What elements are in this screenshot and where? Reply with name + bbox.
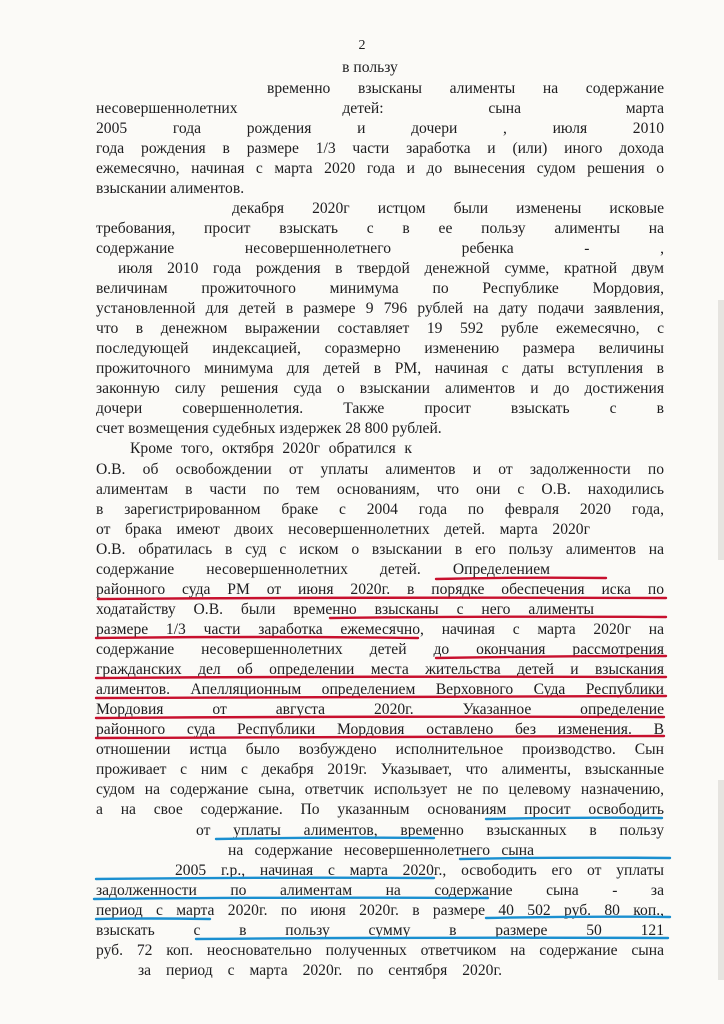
text-line: содержание несовершеннолетнего ребенка - , <box>96 240 664 257</box>
text-line: 2005 года рождения и дочери , июля 2010 <box>96 120 664 137</box>
text-line: в пользу <box>342 59 398 76</box>
text-line: требования, просит взыскать с в ее пользу алименты на <box>96 220 664 237</box>
text-line: отношении истца было возбуждено исполнительное производство. Сын <box>96 741 664 758</box>
text-line: алиментам в части по тем основаниям, что они с О.В. находились <box>96 481 664 498</box>
text-line: районного суда РМ от июня 2020г. в порядке обеспечения иска по <box>96 581 664 598</box>
text-line: содержание несовершеннолетних детей до окончания рассмотрения <box>96 641 664 658</box>
scan-edge-shadow <box>718 300 724 560</box>
text-line: Мордовия от августа 2020г. Указанное определение <box>96 701 664 718</box>
text-line: временно взысканы алименты на содержание <box>267 80 664 97</box>
text-line: счет возмещения судебных издержек 28 800 рублей. <box>96 420 442 437</box>
text-line: законную силу решения суда о взыскании алиментов и до достижения <box>96 380 664 397</box>
text-line: проживает с ним с декабря 2019г. Указывает, что алименты, взысканные <box>96 761 664 778</box>
text-line: взыскании алиментов. <box>96 180 245 197</box>
text-line: размере 1/3 части заработка ежемесячно, начиная с марта 2020г на <box>96 621 664 638</box>
text-line: руб. 72 коп. неосновательно полученных ответчиком на содержание сына <box>96 942 664 959</box>
text-line: на содержание несовершеннолетнего сына <box>228 842 534 859</box>
text-line: за период с марта 2020г. по сентября 2020г. <box>138 962 502 979</box>
text-line: районного суда Республики Мордовия оставлено без изменения. В <box>96 721 664 738</box>
text-line: величинам прожиточного минимума по Республике Мордовия, <box>96 280 664 297</box>
text-line: судом на содержание сына, ответчик использует не по целевому назначению, <box>96 781 664 798</box>
text-line: О.В. об освобождении от уплаты алиментов и от задолженности по <box>96 461 664 478</box>
text-line: в зарегистрированном браке с 2004 года по февраля 2020 года, <box>96 501 664 518</box>
text-line: период с марта 2020г. по июня 2020г. в размере 40 502 руб. 80 коп., <box>96 902 664 919</box>
text-line: ходатайству О.В. были временно взысканы с него алименты <box>96 601 594 618</box>
text-line: июля 2010 года рождения в твердой денежной сумме, кратной двум <box>118 260 664 277</box>
text-line: года рождения в размере 1/3 части заработка и (или) иного дохода <box>96 140 664 157</box>
text-line: от брака имеют двоих несовершеннолетних детей. марта 2020г <box>96 521 590 538</box>
scan-edge-shadow <box>718 780 724 980</box>
text-line: прожиточного минимума для детей в РМ, начиная с даты вступления в <box>96 360 664 377</box>
text-line: установленной для детей в размере 9 796 рублей на дату подачи заявления, <box>96 300 664 317</box>
text-line: Кроме того, октября 2020г обратился к <box>130 440 412 457</box>
text-line: взыскать с в пользу сумму в размере 50 121 <box>96 922 664 939</box>
text-line: последующей индексацией, соразмерно изменению размера величины <box>96 340 664 357</box>
text-line: задолженности по алиментам на содержание сына - за <box>96 882 664 899</box>
text-line: ежемесячно, начиная с марта 2020 года и до вынесения судом решения о <box>96 160 664 177</box>
text-line: О.В. обратилась в суд с иском о взыскании в его пользу алиментов на <box>96 541 664 558</box>
text-line: содержание несовершеннолетних детей. Определением <box>96 561 550 578</box>
text-line: 2005 г.р., начиная с марта 2020г., освободить его от уплаты <box>175 862 664 879</box>
text-line: что в денежном выражении составляет 19 592 рубле ежемесячно, с <box>96 320 664 337</box>
text-line: декабря 2020г истцом были изменены исковые <box>232 200 664 217</box>
page-number: 2 <box>358 38 366 53</box>
text-line: а на свое содержание. По указанным основаниям просит освободить <box>96 801 664 818</box>
text-line: дочери совершеннолетия. Также просит взыскать с в <box>96 400 664 417</box>
text-line: несовершеннолетних детей: сына марта <box>96 100 664 117</box>
text-line: от уплаты алиментов, временно взысканных в пользу <box>196 822 664 839</box>
text-line: гражданских дел об определении места жительства детей и взыскания <box>96 661 664 678</box>
text-line: алиментов. Апелляционным определением Верховного Суда Республики <box>96 681 664 698</box>
